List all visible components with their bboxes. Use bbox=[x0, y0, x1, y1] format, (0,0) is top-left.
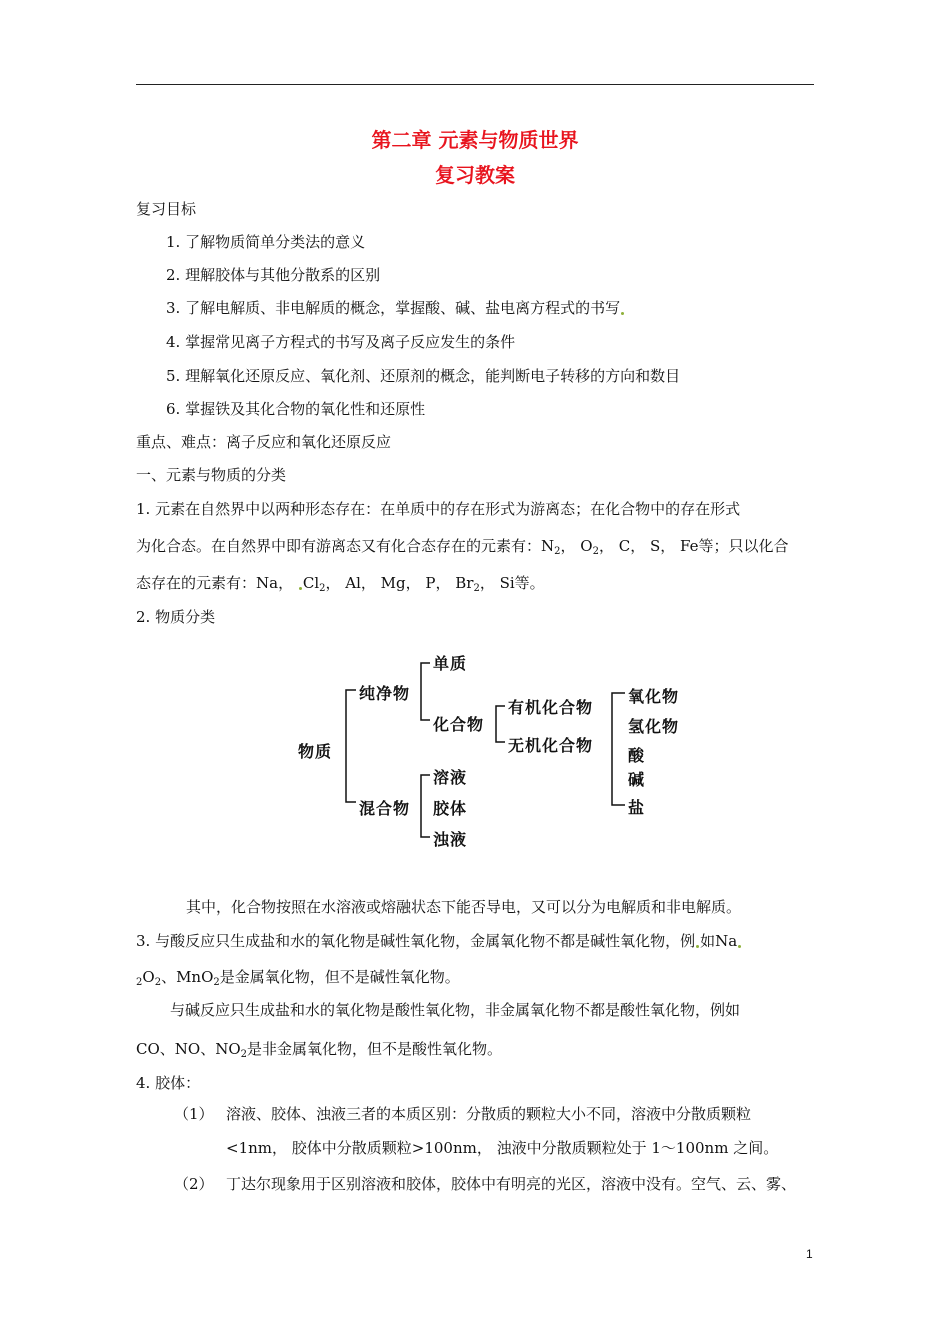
objective-item: 4. 掌握常见离子方程式的书写及离子反应发生的条件 bbox=[166, 333, 516, 351]
bracket-pure bbox=[421, 663, 430, 720]
objective-item: 1. 了解物质简单分类法的意义 bbox=[166, 233, 366, 251]
lesson-subtitle: 复习教案 bbox=[435, 163, 515, 187]
diagram-node-pure: 纯净物 bbox=[359, 684, 411, 703]
mark-dot bbox=[621, 312, 624, 315]
paragraph-line: 3. 与酸反应只生成盐和水的氧化物是碱性氧化物，金属氧化物不都是碱性氧化物，例 如Na bbox=[136, 932, 742, 950]
paragraph-line: 态存在的元素有：Na， $Cl_2$， Al， Mg， P， $Br_2$， Si等。 bbox=[136, 574, 545, 594]
list-number: （2） bbox=[174, 1175, 214, 1193]
paragraph-line: CO、NO、$NO_2$是非金属氧化物，但不是酸性氧化物。 bbox=[136, 1040, 503, 1060]
header-rule bbox=[136, 84, 814, 85]
bracket-compound bbox=[496, 706, 505, 742]
mark-dot bbox=[299, 587, 302, 590]
diagram-node-colloid: 胶体 bbox=[433, 799, 468, 818]
diagram-node-salt: 盐 bbox=[628, 798, 646, 817]
mark-dot bbox=[696, 945, 699, 948]
paragraph-line: 2. 物质分类 bbox=[136, 608, 216, 626]
bracket-inorganic bbox=[612, 693, 625, 805]
objective-item: 2. 理解胶体与其他分散系的区别 bbox=[166, 266, 381, 284]
diagram-node-acid: 酸 bbox=[628, 746, 646, 765]
chapter-title: 第二章 元素与物质世界 bbox=[371, 128, 579, 152]
diagram-node-compound: 化合物 bbox=[433, 715, 485, 734]
paragraph-line: <1nm， 胶体中分散质颗粒>100nm， 浊液中分散质颗粒处于 1～100nm 之间。 bbox=[226, 1139, 779, 1157]
list-number: （1） bbox=[174, 1105, 214, 1123]
paragraph-line: 与碱反应只生成盐和水的氧化物是酸性氧化物，非金属氧化物不都是酸性氧化物，例如 bbox=[170, 1001, 741, 1019]
paragraph-line: 4. 胶体： bbox=[136, 1074, 201, 1092]
diagram-node-base: 碱 bbox=[628, 770, 646, 789]
diagram-node-hydride: 氢化物 bbox=[628, 717, 680, 736]
mark-dot bbox=[738, 945, 741, 948]
diagram-node-mixture: 混合物 bbox=[359, 799, 411, 818]
objective-item: 3. 了解电解质、非电解质的概念，掌握酸、碱、盐电离方程式的书写 bbox=[166, 299, 625, 317]
paragraph-line: 其中，化合物按照在水溶液或熔融状态下能否导电，又可以分为电解质和非电解质。 bbox=[186, 898, 742, 916]
page-number: 1 bbox=[806, 1247, 813, 1261]
paragraph-line: 为化合态。在自然界中即有游离态又有化合态存在的元素有：$N_2$， $O_2$， C， S， Fe等；只以化合 bbox=[136, 537, 789, 557]
paragraph-line: 溶液、胶体、浊液三者的本质区别：分散质的颗粒大小不同，溶液中分散质颗粒 bbox=[226, 1105, 752, 1123]
paragraph-line: $_2O_2$、MnO$_2$是金属氧化物，但不是碱性氧化物。 bbox=[136, 968, 460, 988]
bracket-root bbox=[346, 690, 356, 802]
bracket-mixture bbox=[421, 775, 430, 837]
diagram-node-element: 单质 bbox=[433, 654, 468, 673]
key-points: 重点、难点：离子反应和氧化还原反应 bbox=[136, 433, 392, 451]
objectives-heading: 复习目标 bbox=[136, 200, 197, 218]
diagram-node-organic: 有机化合物 bbox=[508, 698, 594, 717]
objective-item: 5. 理解氧化还原反应、氧化剂、还原剂的概念，能判断电子转移的方向和数目 bbox=[166, 367, 681, 385]
diagram-node-inorganic: 无机化合物 bbox=[508, 736, 594, 755]
paragraph-line: 丁达尔现象用于区别溶液和胶体，胶体中有明亮的光区，溶液中没有。空气、云、雾、 bbox=[226, 1175, 797, 1193]
diagram-node-suspension: 浊液 bbox=[433, 830, 468, 849]
objective-item: 6. 掌握铁及其化合物的氧化性和还原性 bbox=[166, 400, 426, 418]
diagram-node-root: 物质 bbox=[298, 742, 333, 761]
paragraph-line: 1. 元素在自然界中以两种形态存在：在单质中的存在形式为游离态；在化合物中的存在形式 bbox=[136, 500, 741, 518]
diagram-node-oxide: 氧化物 bbox=[628, 687, 680, 706]
section-heading: 一、元素与物质的分类 bbox=[136, 466, 287, 484]
diagram-node-solution: 溶液 bbox=[433, 768, 468, 787]
